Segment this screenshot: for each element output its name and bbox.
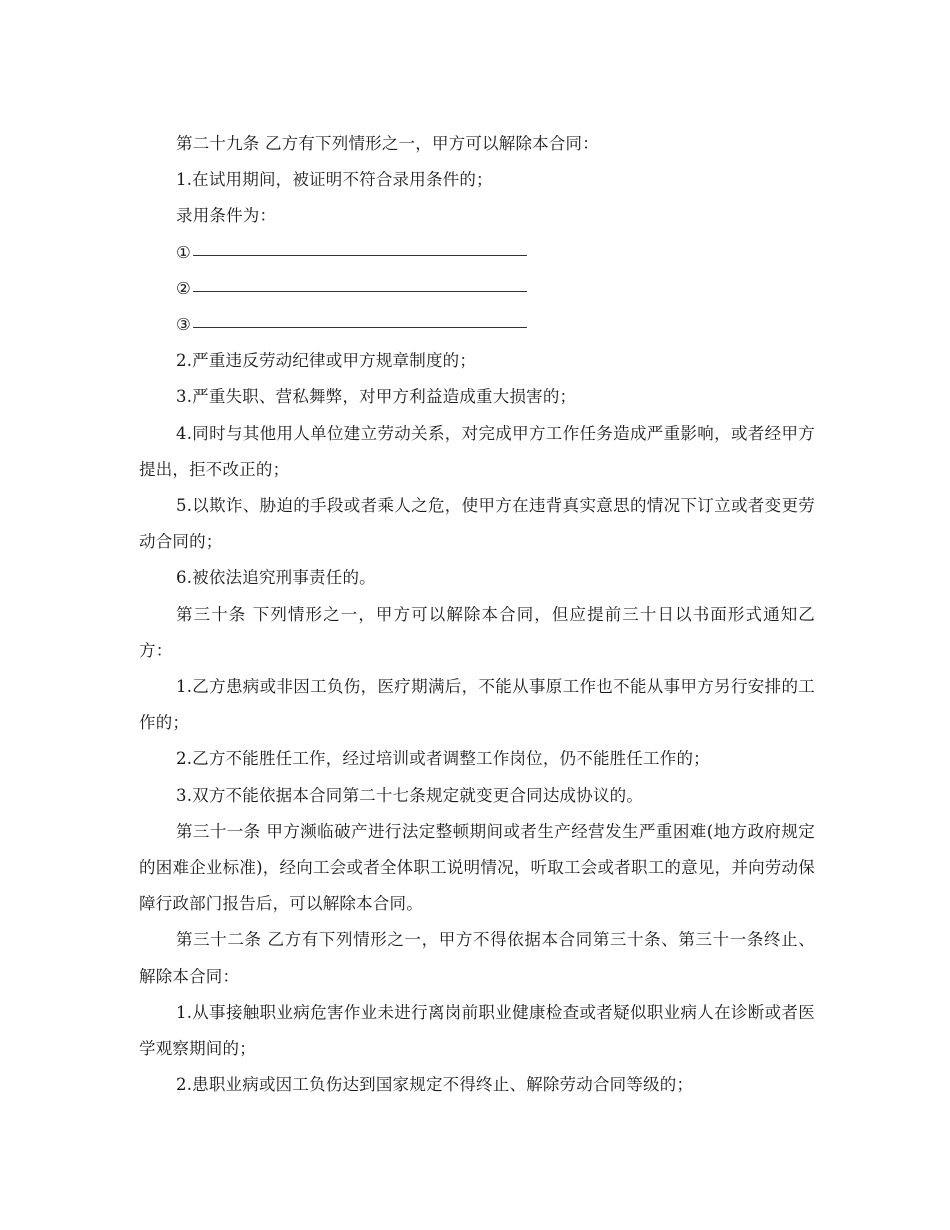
clause-item: 1.乙方患病或非因工负伤，医疗期满后，不能从事原工作也不能从事甲方另行安排的工作的； — [139, 677, 815, 733]
article-31-paragraph: 第三十一条 甲方濒临破产进行法定整顿期间或者生产经营发生严重困难(地方政府规定的困难企业标准)，经向工会或者全体职工说明情况，听取工会或者职工的意见，并向劳动保障行政部门报告后，可以解除本合同。 — [139, 821, 815, 914]
clause-item: 6.被依法追究刑事责任的。 — [176, 568, 376, 588]
clause-item: 4.同时与其他用人单位建立劳动关系，对完成甲方工作任务造成严重影响，或者经甲方提出，拒不改正的； — [139, 423, 815, 479]
blank-label: ① — [176, 242, 191, 262]
clause-item: 1.在试用期间，被证明不符合录用条件的； — [176, 170, 493, 190]
blank-underline — [193, 254, 527, 256]
clause-item: 3.严重失职、营私舞弊，对甲方利益造成重大损害的； — [176, 387, 577, 407]
article-29-heading: 第二十九条 乙方有下列情形之一，甲方可以解除本合同： — [176, 134, 599, 153]
clause-item: 1.从事接触职业病危害作业未进行离岗前职业健康检查或者疑似职业病人在诊断或者医学观察期间的； — [139, 1002, 815, 1059]
clause-item: 2.患职业病或因工负伤达到国家规定不得终止、解除劳动合同等级的； — [176, 1075, 694, 1095]
blank-label: ② — [176, 278, 191, 298]
fill-in-blank — [139, 271, 815, 307]
document-body — [139, 126, 815, 1103]
article-32-heading: 第三十二条 乙方有下列情形之一，甲方不得依据本合同第三十条、第三十一条终止、解除本合同： — [139, 930, 815, 986]
clause-item: 2.乙方不能胜任工作，经过培训或者调整工作岗位，仍不能胜任工作的； — [176, 749, 710, 769]
blank-underline — [193, 290, 527, 292]
clause-item: 5.以欺诈、胁迫的手段或者乘人之危，使甲方在违背真实意思的情况下订立或者变更劳动合同的； — [139, 496, 815, 552]
blank-label: ③ — [176, 315, 191, 335]
clause-item: 录用条件为： — [176, 206, 277, 226]
fill-in-blank — [139, 307, 815, 343]
clause-item: 2.严重违反劳动纪律或甲方规章制度的； — [176, 351, 477, 371]
blank-underline — [193, 326, 527, 328]
article-30-heading: 第三十条 下列情形之一，甲方可以解除本合同，但应提前三十日以书面形式通知乙方： — [139, 604, 815, 660]
fill-in-blank — [139, 235, 815, 271]
clause-item: 3.双方不能依据本合同第二十七条规定就变更合同达成协议的。 — [176, 785, 644, 805]
